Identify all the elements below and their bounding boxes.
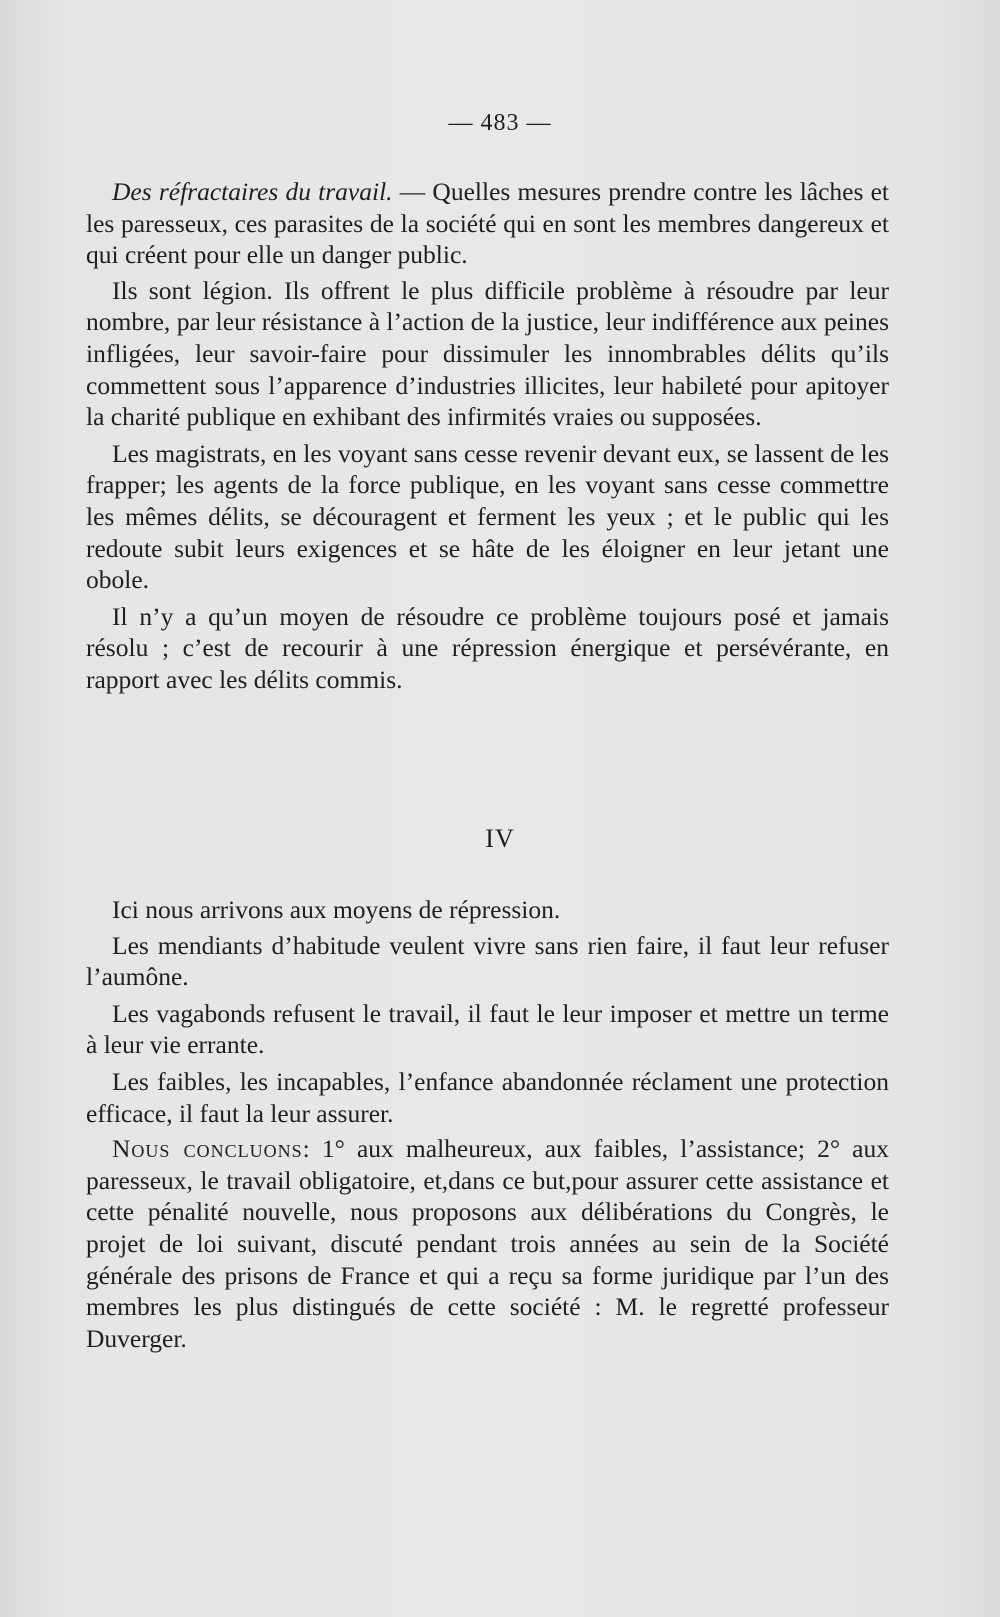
paragraph-weak: Les faibles, les incapables, l’enfance abandonnée réclament une protection efficace, il faut la leur assurer. xyxy=(86,1066,889,1128)
paragraph-one-way: Il n’y a qu’un moyen de résoudre ce problème toujours posé et jamais résolu ; c’est de recourir à une répression énergique et persévérante, en rapport avec les délits commis. xyxy=(86,601,889,694)
conclusion-lead: Nous concluons xyxy=(112,1134,303,1164)
text-block-before-heading xyxy=(86,176,889,696)
paragraph-title: Des réfractaires du travail. xyxy=(112,177,393,206)
paragraph-beggars: Les mendiants d’habitude veulent vivre sans rien faire, il faut leur refuser l’aumône. xyxy=(86,930,889,992)
section-heading: IV xyxy=(485,824,515,853)
paragraph-repression: Ici nous arrivons aux moyens de répression. xyxy=(112,895,561,924)
conclusion-body: : 1° aux malheureux, aux faibles, l’assistance; 2° aux paresseux, le travail obligatoire, et,dans ce but,pour assurer cette assistance et cette pénalité nouvelle, nous proposons aux délibérations du Congrès, le projet de loi suivant, discuté pendant trois années au sein de la Société générale des prisons de France et qui a reçu sa forme juridique par l’un des membres les plus distingués de cette société : M. le regretté professeur Duverger. xyxy=(86,1134,889,1353)
paragraph-vagabonds: Les vagabonds refusent le travail, il faut le leur imposer et mettre un terme à leur vie errante. xyxy=(86,998,889,1060)
paragraph-intro xyxy=(86,176,889,271)
paragraph-conclusion xyxy=(86,1133,889,1354)
page-number: — 483 — xyxy=(448,110,552,136)
paragraph-legion: Ils sont légion. Ils offrent le plus difficile problème à résoudre par leur nombre, par leur résistance à l’action de la justice, leur indifférence aux peines infligées, leur savoir-faire pour dissimuler les innombrables délits qu’ils commettent sous l’apparence d’industries illicites, leur habileté pour apitoyer la charité publique en exhibant des infirmités vraies ou supposées. xyxy=(86,275,889,432)
text-block-after-heading xyxy=(86,894,889,1354)
paragraph-magistrates: Les magistrats, en les voyant sans cesse revenir devant eux, se lassent de les frapper; les agents de la force publique, en les voyant sans cesse commettre les mêmes délits, se découragent et ferment les yeux ; et le public qui les redoute subit leurs exigences et se hâte de les éloigner en leur jetant une obole. xyxy=(86,438,889,595)
paragraph-body: — Quelles mesures prendre contre les lâches et les paresseux, ces parasites de la société qui en sont les membres dangereux et qui créent pour elle un danger public. xyxy=(86,177,890,270)
